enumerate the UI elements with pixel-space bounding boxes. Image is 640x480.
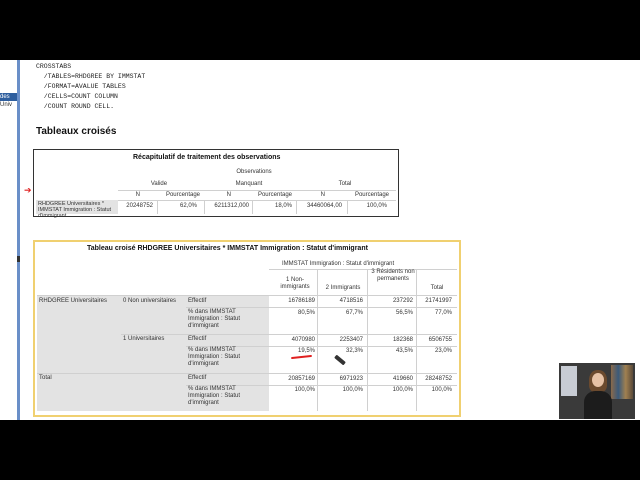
presenter-body	[584, 391, 612, 419]
syntax-block	[36, 62, 145, 112]
col-header: 3 Résidents non permanents	[371, 269, 415, 282]
cell-value: 77,0%	[434, 310, 452, 316]
outline-item[interactable]: Univ	[0, 102, 13, 108]
cell-value: 6971923	[339, 376, 363, 382]
crosstab-table[interactable]	[33, 240, 461, 417]
cell-value: 182368	[392, 337, 413, 343]
row-category-label: 0 Non universitaires	[123, 298, 177, 304]
cell-value: 100,0%	[392, 387, 413, 393]
divider	[252, 200, 253, 214]
syntax-line: CROSSTABS	[36, 63, 72, 70]
red-arrow-marker-icon: ➔	[24, 185, 32, 195]
divider	[204, 200, 205, 214]
total-row-label: Total	[39, 375, 52, 381]
col-header: N	[320, 192, 325, 198]
cell-value: 20857169	[288, 376, 315, 382]
syntax-line: /COUNT ROUND CELL.	[36, 103, 115, 110]
divider	[121, 334, 457, 335]
cell-value: 43,5%	[395, 348, 413, 354]
stat-label: % dans IMMSTAT Immigration : Statut d'immigrant	[188, 347, 241, 367]
table-title: Tableau croisé RHDGREE Universitaires * IMMSTAT Immigration : Statut d'immigrant	[87, 245, 368, 252]
stat-label: Effectif	[188, 298, 207, 304]
cell-value: 6211312,000	[214, 203, 249, 209]
cell-value: 100,0%	[366, 203, 387, 209]
stat-label: % dans IMMSTAT Immigration : Statut d'immigrant	[188, 386, 241, 406]
divider	[347, 200, 348, 214]
cell-value: 100,0%	[342, 387, 363, 393]
background-poster	[561, 366, 577, 396]
col-header: 2 Immigrants	[325, 285, 361, 291]
group-header: Valide	[150, 181, 168, 187]
row-variable-label: RHDGREE Universitaires	[39, 298, 108, 304]
cell-value: 419660	[392, 376, 413, 382]
cell-value: 4070980	[291, 337, 315, 343]
cell-value-annotated: 19,5%	[297, 348, 315, 354]
cell-value: 32,3%	[345, 348, 363, 354]
cell-value: 237292	[392, 298, 413, 304]
divider	[367, 269, 368, 411]
syntax-line: /CELLS=COUNT COLUMN	[36, 93, 118, 100]
divider	[37, 295, 457, 296]
cell-value: 100,0%	[294, 387, 315, 393]
red-underline-annotation	[291, 355, 312, 359]
stat-label: Effectif	[188, 375, 207, 381]
outline-pane[interactable]	[0, 60, 18, 420]
cell-value: 56,5%	[395, 310, 413, 316]
output-content	[21, 60, 640, 420]
cell-value: 80,5%	[297, 310, 315, 316]
splitter-grip-icon[interactable]	[17, 256, 20, 262]
syntax-line: /FORMAT=AVALUE TABLES	[36, 83, 126, 90]
spss-output-viewer	[0, 60, 640, 420]
col-header: N	[226, 192, 231, 198]
cell-value: 16786189	[288, 298, 315, 304]
cell-value: 34460064,00	[306, 203, 342, 209]
cell-value: 20248752	[126, 203, 153, 209]
processing-summary-table[interactable]	[33, 149, 399, 217]
cell-value: 18,0%	[274, 203, 292, 209]
col-header: Pourcentage	[354, 192, 389, 198]
row-category-label: 1 Universitaires	[123, 336, 165, 342]
stat-label: % dans IMMSTAT Immigration : Statut d'immigrant	[188, 309, 241, 329]
divider	[269, 269, 457, 270]
group-header: Total	[338, 181, 352, 187]
column-group-header: IMMSTAT Immigration : Statut d'immigrant	[282, 261, 395, 267]
divider	[157, 200, 158, 214]
pane-splitter[interactable]	[17, 60, 20, 420]
divider	[317, 269, 318, 411]
row-header: RHDGREE Universitaires * IMMSTAT Immigration : Statut d'immigrant	[38, 201, 112, 219]
divider	[118, 200, 396, 201]
presenter-face	[592, 373, 604, 387]
cell-value: 62,0%	[179, 203, 197, 209]
cell-value: 67,7%	[345, 310, 363, 316]
outline-item-selected[interactable]: des	[0, 93, 17, 101]
col-header: Pourcentage	[165, 192, 200, 198]
cell-value: 23,0%	[434, 348, 452, 354]
col-header: N	[135, 192, 140, 198]
col-header: Total	[430, 285, 444, 291]
divider	[118, 190, 396, 191]
webcam-overlay	[559, 363, 635, 419]
table-title: Récapitulatif de traitement des observations	[133, 154, 281, 161]
col-header: 1 Non-immigrants	[280, 277, 310, 290]
section-title: Tableaux croisés	[36, 126, 117, 137]
col-header: Pourcentage	[257, 192, 292, 198]
cell-value: 28248752	[425, 376, 452, 382]
divider	[296, 200, 297, 214]
cell-value: 2253407	[339, 337, 363, 343]
cell-value: 21741997	[425, 298, 452, 304]
pen-cursor-icon	[334, 355, 346, 366]
observations-header: Observations	[236, 169, 272, 175]
divider	[186, 307, 457, 308]
divider	[37, 373, 457, 374]
cell-value: 100,0%	[431, 387, 452, 393]
cell-value: 4718516	[339, 298, 363, 304]
divider	[416, 269, 417, 411]
syntax-line: /TABLES=RHDGREE BY IMMSTAT	[36, 73, 146, 80]
group-header: Manquant	[235, 181, 263, 187]
bookshelf	[611, 365, 633, 399]
stat-label: Effectif	[188, 336, 207, 342]
cell-value: 6506755	[428, 337, 452, 343]
